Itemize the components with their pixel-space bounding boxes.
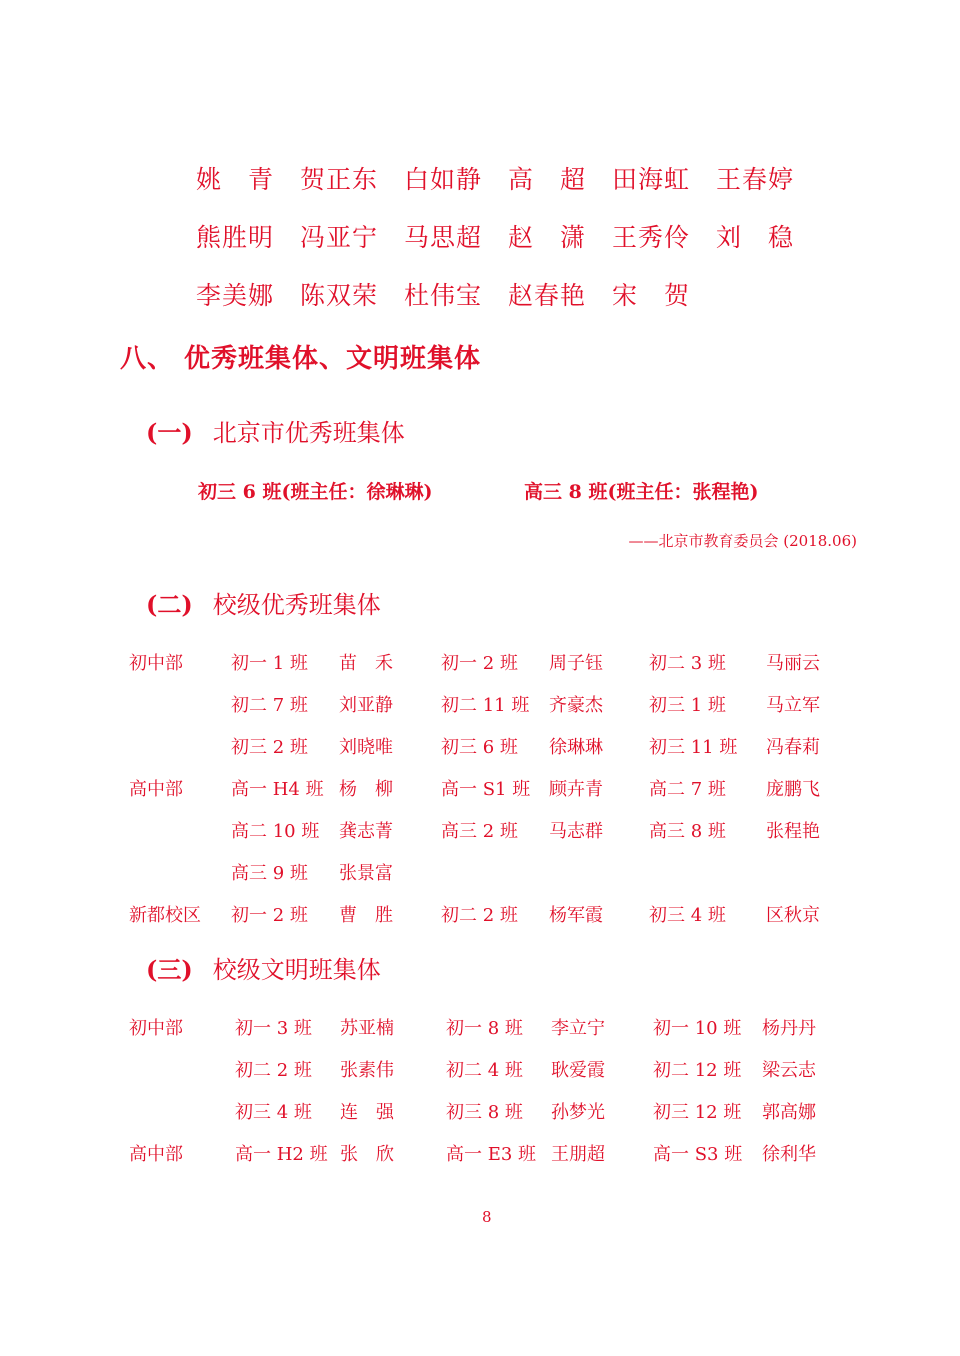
teacher-name: 曹 胜 bbox=[339, 905, 393, 926]
teacher-name: 杨丹丹 bbox=[762, 1018, 816, 1039]
teacher-name: 张景富 bbox=[339, 863, 393, 884]
table-row bbox=[0, 901, 960, 931]
teacher-name: 冯亚宁 bbox=[300, 223, 379, 252]
class-name: 高三 9 班 bbox=[231, 863, 308, 884]
class-name: 高一 S1 班 bbox=[441, 779, 531, 800]
teacher-name: 陈双荣 bbox=[300, 281, 379, 310]
class-name: 初二 4 班 bbox=[446, 1060, 523, 1081]
teacher-name: 徐利华 bbox=[762, 1144, 816, 1165]
page-number: 8 bbox=[482, 1208, 492, 1226]
teacher-name: 高 超 bbox=[508, 165, 587, 194]
class-name: 初一 1 班 bbox=[231, 653, 308, 674]
class-name: 初二 12 班 bbox=[653, 1060, 742, 1081]
class-name: 初三 4 班 bbox=[649, 905, 726, 926]
section-heading: 八、 优秀班集体、文明班集体 bbox=[120, 344, 482, 374]
beijing-class-entry: 初三 6 班(班主任：徐琳琳) bbox=[198, 481, 433, 503]
campus-label: 初中部 bbox=[129, 1018, 183, 1039]
class-name: 初一 10 班 bbox=[653, 1018, 742, 1039]
class-name: 高一 E3 班 bbox=[446, 1144, 537, 1165]
table-row bbox=[0, 817, 960, 847]
class-name: 高一 H2 班 bbox=[235, 1144, 328, 1165]
teacher-name: 刘亚静 bbox=[339, 695, 393, 716]
teacher-name: 齐豪杰 bbox=[549, 695, 603, 716]
teacher-name: 赵 潇 bbox=[508, 223, 587, 252]
class-name: 高三 8 班 bbox=[649, 821, 726, 842]
teacher-name: 杨军霞 bbox=[549, 905, 603, 926]
class-name: 初二 2 班 bbox=[235, 1060, 312, 1081]
teacher-name: 白如静 bbox=[404, 165, 483, 194]
table-row bbox=[0, 649, 960, 679]
class-name: 高一 H4 班 bbox=[231, 779, 324, 800]
table-row bbox=[0, 1014, 960, 1044]
table-row bbox=[0, 1056, 960, 1086]
subsection-heading bbox=[146, 413, 405, 448]
subsection-title: 校级文明班集体 bbox=[212, 956, 381, 984]
beijing-class-entry: 高三 8 班(班主任：张程艳) bbox=[524, 481, 759, 503]
teacher-name: 苏亚楠 bbox=[340, 1018, 394, 1039]
class-name: 高三 2 班 bbox=[441, 821, 518, 842]
teacher-name: 区秋京 bbox=[766, 905, 820, 926]
campus-label: 高中部 bbox=[129, 779, 183, 800]
teacher-name: 赵春艳 bbox=[508, 281, 587, 310]
teacher-name: 宋 贺 bbox=[612, 281, 691, 310]
teacher-name: 徐琳琳 bbox=[549, 737, 603, 758]
table-row bbox=[0, 691, 960, 721]
teacher-name: 刘晓唯 bbox=[339, 737, 393, 758]
campus-label: 高中部 bbox=[129, 1144, 183, 1165]
table-row bbox=[0, 1140, 960, 1170]
table-row bbox=[0, 733, 960, 763]
teacher-name: 王春婷 bbox=[716, 165, 795, 194]
teacher-name: 熊胜明 bbox=[196, 223, 275, 252]
teacher-name: 姚 青 bbox=[196, 165, 275, 194]
subsection-heading bbox=[146, 585, 381, 620]
teacher-name: 苗 禾 bbox=[339, 653, 393, 674]
teacher-name: 连 强 bbox=[340, 1102, 394, 1123]
teacher-name: 梁云志 bbox=[762, 1060, 816, 1081]
teacher-name: 孙梦光 bbox=[551, 1102, 605, 1123]
teacher-name: 李美娜 bbox=[196, 281, 275, 310]
teacher-name: 马思超 bbox=[404, 223, 483, 252]
table-row bbox=[0, 859, 960, 889]
class-name: 初一 2 班 bbox=[441, 653, 518, 674]
class-name: 初三 2 班 bbox=[231, 737, 308, 758]
subsection-number: (三) bbox=[146, 955, 193, 984]
teacher-name: 贺正东 bbox=[300, 165, 379, 194]
teacher-name: 庞鹏飞 bbox=[766, 779, 820, 800]
class-name: 初三 11 班 bbox=[649, 737, 738, 758]
teacher-name: 周子钰 bbox=[549, 653, 603, 674]
teacher-name: 李立宁 bbox=[551, 1018, 605, 1039]
class-name: 初二 2 班 bbox=[441, 905, 518, 926]
subsection-number: (一) bbox=[146, 418, 193, 447]
teacher-name: 马立军 bbox=[766, 695, 820, 716]
class-name: 初三 1 班 bbox=[649, 695, 726, 716]
class-name: 初二 3 班 bbox=[649, 653, 726, 674]
table-row bbox=[0, 1098, 960, 1128]
class-name: 初三 6 班 bbox=[441, 737, 518, 758]
class-name: 初二 7 班 bbox=[231, 695, 308, 716]
teacher-name: 王朋超 bbox=[551, 1144, 605, 1165]
teacher-name: 杨 柳 bbox=[339, 779, 393, 800]
teacher-name: 马丽云 bbox=[766, 653, 820, 674]
class-name: 初三 12 班 bbox=[653, 1102, 742, 1123]
class-name: 高一 S3 班 bbox=[653, 1144, 743, 1165]
subsection-title: 北京市优秀班集体 bbox=[212, 419, 405, 447]
class-name: 初二 11 班 bbox=[441, 695, 530, 716]
teacher-name: 马志群 bbox=[549, 821, 603, 842]
teacher-name: 冯春莉 bbox=[766, 737, 820, 758]
table-row bbox=[0, 775, 960, 805]
subsection-heading bbox=[146, 950, 381, 985]
class-name: 初一 8 班 bbox=[446, 1018, 523, 1039]
class-name: 初三 4 班 bbox=[235, 1102, 312, 1123]
teacher-name: 杜伟宝 bbox=[404, 281, 483, 310]
campus-label: 初中部 bbox=[129, 653, 183, 674]
teacher-name: 顾卉青 bbox=[549, 779, 603, 800]
class-name: 初一 3 班 bbox=[235, 1018, 312, 1039]
subsection-title: 校级优秀班集体 bbox=[212, 591, 381, 619]
campus-label: 新都校区 bbox=[129, 905, 201, 926]
teacher-name: 龚志菁 bbox=[339, 821, 393, 842]
teacher-name: 郭高娜 bbox=[762, 1102, 816, 1123]
class-name: 初三 8 班 bbox=[446, 1102, 523, 1123]
teacher-name: 田海虹 bbox=[612, 165, 691, 194]
teacher-name: 刘 稳 bbox=[716, 223, 795, 252]
teacher-name: 耿爱霞 bbox=[551, 1060, 605, 1081]
teacher-name: 张素伟 bbox=[340, 1060, 394, 1081]
teacher-name: 王秀伶 bbox=[612, 223, 691, 252]
class-name: 初一 2 班 bbox=[231, 905, 308, 926]
teacher-name: 张程艳 bbox=[766, 821, 820, 842]
subsection-number: (二) bbox=[146, 590, 193, 619]
class-name: 高二 7 班 bbox=[649, 779, 726, 800]
teacher-name: 张 欣 bbox=[340, 1144, 394, 1165]
class-name: 高二 10 班 bbox=[231, 821, 320, 842]
credit-line: ——北京市教育委员会 (2018.06) bbox=[628, 532, 857, 550]
